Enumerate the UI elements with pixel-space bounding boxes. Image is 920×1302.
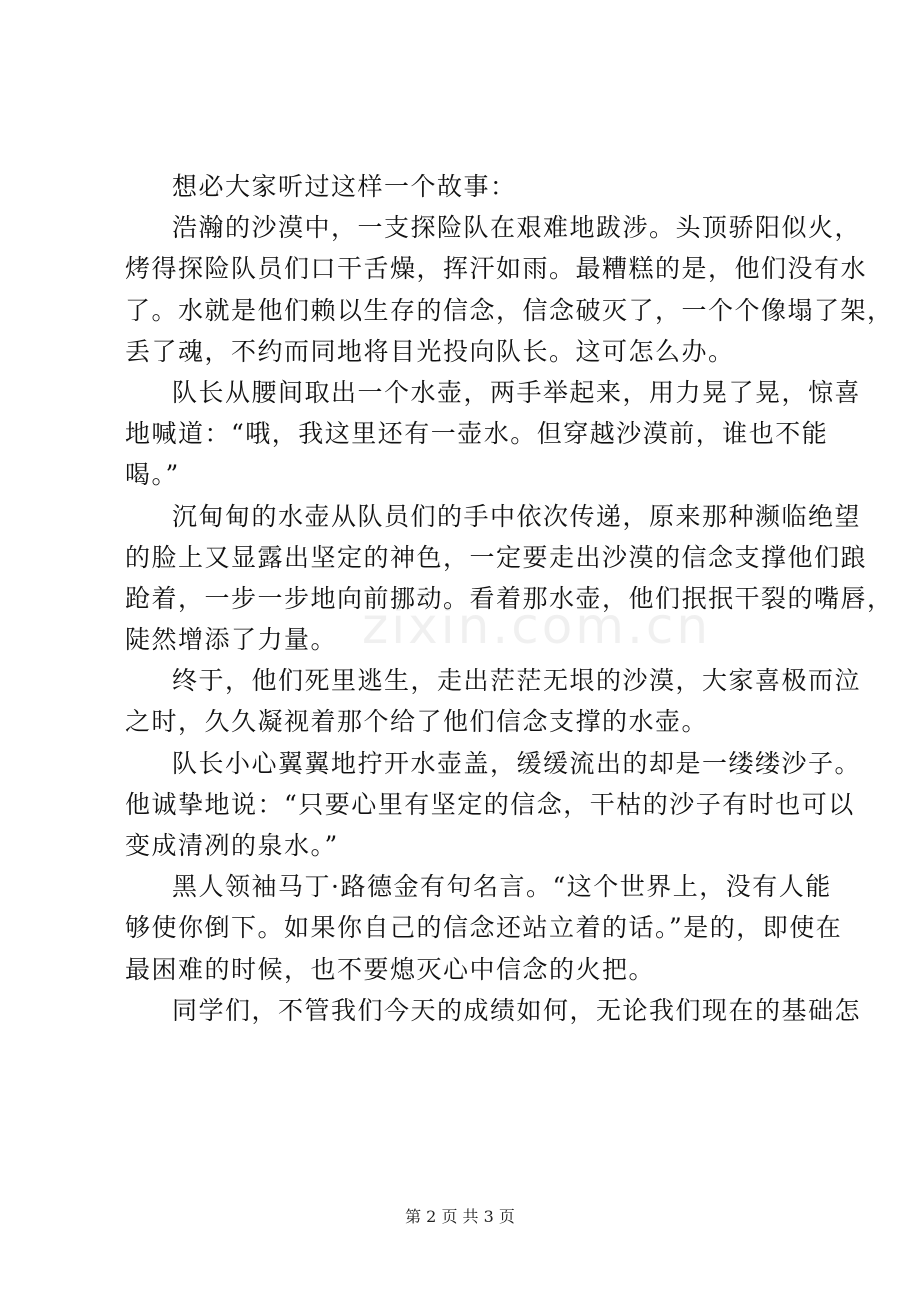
paragraph-line: 沉甸甸的水壶从队员们的手中依次传递，原来那种濒临绝望 (172, 501, 862, 531)
paragraph-line: 喝。” (125, 460, 180, 490)
paragraph-line: 终于，他们死里逃生，走出茫茫无垠的沙漠，大家喜极而泣 (172, 666, 862, 696)
body-text (125, 166, 894, 1031)
paragraph-line: 陡然增添了力量。 (125, 625, 338, 655)
paragraph-line: 跄着，一步一步地向前挪动。看着那水壶，他们抿抿干裂的嘴唇， (125, 583, 894, 613)
paragraph-line: 变成清冽的泉水。” (125, 831, 339, 860)
watermark: zixin.com.cn (362, 597, 712, 655)
paragraph-line: 之时，久久凝视着那个给了他们信念支撑的水壶。 (125, 707, 709, 737)
paragraph-line: 最困难的时候，也不要熄灭心中信念的火把。 (125, 954, 656, 984)
paragraph-line: 队长从腰间取出一个水壶，两手举起来，用力晃了晃，惊喜 (172, 377, 862, 407)
paragraph-line: 够使你倒下。如果你自己的信念还站立着的话。”是的，即使在 (125, 913, 843, 943)
paragraph-line: 的脸上又显露出坚定的神色，一定要走出沙漠的信念支撑他们踉 (125, 542, 868, 572)
paragraph-line: 同学们，不管我们今天的成绩如何，无论我们现在的基础怎 (172, 995, 862, 1025)
paragraph-line: 他诚挚地说：“只要心里有坚定的信念，干枯的沙子有时也可以 (125, 789, 855, 819)
page-number-footer: 第 2 页 共 3 页 (405, 1207, 515, 1226)
paragraph-line: 队长小心翼翼地拧开水壶盖，缓缓流出的却是一缕缕沙子。 (172, 748, 862, 778)
paragraph-line: 黑人领袖马丁·路德金有句名言。“这个世界上，没有人能 (172, 872, 832, 902)
paragraph-line: 烤得探险队员们口干舌燥，挥汗如雨。最糟糕的是，他们没有水 (125, 254, 868, 284)
paragraph-line: 了。水就是他们赖以生存的信念，信念破灭了，一个个像塌了架， (125, 295, 894, 325)
paragraph-line: 丢了魂，不约而同地将目光投向队长。这可怎么办。 (125, 336, 735, 366)
paragraph-line: 地喊道：“哦，我这里还有一壶水。但穿越沙漠前，谁也不能 (125, 419, 829, 449)
paragraph-line: 想必大家听过这样一个故事： (172, 172, 517, 201)
paragraph-line: 浩瀚的沙漠中，一支探险队在艰难地跋涉。头顶骄阳似火， (172, 213, 862, 243)
